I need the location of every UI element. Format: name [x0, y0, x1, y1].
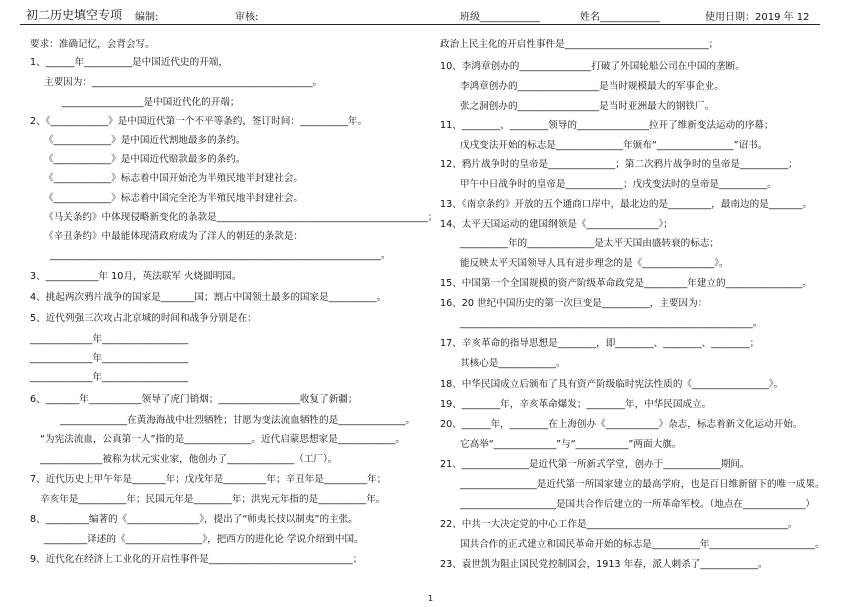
question-line: 2、《____________》是中国近代第一个不平等条约，签订时间：__________年。: [30, 116, 368, 127]
question-line: 14、太平天国运动的建国纲领是《_______________》；: [440, 219, 673, 230]
question-line: 张之洞创办的_________________是当时亚洲最大的钢铁厂。: [460, 101, 715, 112]
question-line: 政治上民主化的开启性事件是______________________________；: [440, 39, 719, 50]
question-line: _________________是中国近代化的开端；: [62, 97, 240, 108]
question-line: 4、挑起两次鸦片战争的国家是_______国；割占中国领土最多的国家是__________。: [30, 292, 387, 303]
question-line: 13、《南京条约》开放的五个通商口岸中，最北边的是_________，最南边的是_______。: [440, 199, 812, 210]
question-line: 5、近代列强三次攻占北京城的时间和战争分别是在：: [30, 313, 257, 324]
question-line: 甲午中日战争时的皇帝是____________；戊戌变法时的皇帝是__________。: [460, 179, 777, 190]
question-line: 17、辛亥革命的指导思想是________，即________、________、________；: [440, 338, 760, 349]
question-line: 辛亥年是__________年；民国元年是________年；洪宪元年指的是__________年。: [40, 494, 386, 505]
question-line: _____________________________________________________________________。: [50, 250, 391, 261]
question-line: 戊戌变法开始的标志是______________年颁布“________________”诏书。: [460, 140, 768, 151]
question-line: _____________________________________________________________。: [460, 318, 763, 329]
question-line: 李鸿章创办的_________________是当时规模最大的军事企业。: [460, 81, 724, 92]
question-line: 22、中共一大决定党的中心工作是__________________________________________。: [440, 519, 798, 530]
question-line: 12、鸦片战争时的皇帝是______________；第二次鸦片战争时的皇帝是__________；: [440, 159, 798, 170]
question-line: 7、近代历史上甲午年是_______年；戊戌年是_________年；辛丑年是_________年；: [30, 474, 387, 485]
worksheet-header: [20, 0, 820, 25]
date-label: 使用日期：2019 年 12: [705, 12, 810, 23]
worksheet-title: 初二历史填空专项: [26, 8, 123, 22]
question-line: 19、________年，辛亥革命爆发；________年，中华民国成立。: [440, 399, 712, 410]
name-field: 姓名____________: [580, 12, 660, 23]
question-line: 20、______年，________在上海创办《___________》杂志，标志着新文化运动开始。: [440, 419, 803, 430]
question-line: _____________年__________________: [30, 372, 189, 383]
question-line: 《马关条约》中体现侵略新变化的条款是____________________________________________；: [44, 212, 438, 223]
question-line: 23、袁世凯为阻止国民党控制国会，1913 年春，派人刺杀了____________。: [440, 559, 768, 570]
reviewer-label: 审核:: [235, 12, 259, 23]
question-line: 能反映太平天国领导人具有进步理念的是《_______________》。: [460, 258, 729, 269]
question-line: _________译述的《________________》，把西方的进化论 学说介绍到中国。: [44, 534, 364, 545]
question-line: 《____________》标志着中国开始沦为半殖民地半封建社会。: [44, 173, 304, 184]
question-line: 《____________》标志着中国完全沦为半殖民地半封建社会。: [44, 193, 304, 204]
question-line: 《辛丑条约》中最能体现清政府成为了洋人的朝廷的条款是：: [44, 231, 304, 242]
question-line: 1、______年__________是中国近代史的开端，: [30, 57, 228, 68]
question-line: 15、中国第一个全国规模的资产阶级革命政党是_________年建立的________________。: [440, 278, 812, 289]
question-line: _____________年__________________: [30, 334, 189, 345]
question-line: 8、_________编著的《_______________》，提出了“师夷长技以制夷”的主张。: [30, 514, 358, 525]
question-line: _____________年__________________: [30, 353, 189, 364]
editor-label: 编制:: [135, 12, 159, 23]
question-line: ________________是近代第一所国家建立的最高学府，也是百日维新留下的唯一成果。: [460, 479, 825, 490]
question-line: 9、近代化在经济上工业化的开启性事件是______________________________；: [30, 554, 363, 565]
question-line: 要求：准确记忆，会背会写。: [30, 39, 155, 50]
question-line: ____________________是国共合作后建立的一所革命军校。（地点在_____________）: [460, 499, 815, 510]
question-line: 21、______________是近代第一所新式学堂，创办于____________期间。: [440, 459, 750, 470]
question-line: ______________在黄海海战中壮烈牺牲；甘愿为变法流血牺牲的是______________。: [60, 415, 415, 426]
question-line: 3、___________年 10月，英法联军 火烧圆明园。: [30, 271, 242, 282]
question-line: __________年的______________是太平天国由盛转衰的标志；: [460, 238, 720, 249]
class-field: 班级____________: [460, 12, 540, 23]
question-line: 11、________、________领导的_______________拉开了维新变法运动的序幕；: [440, 120, 774, 131]
question-line: _____________被称为状元实业家，他创办了______________（工厂）。: [40, 454, 338, 465]
question-line: 6、_______年___________领导了虎门销烟；_________________收复了新疆；: [30, 394, 358, 405]
question-line: 主要因为：______________________________________________。: [44, 77, 323, 88]
question-line: 16、20 世纪中国历史的第一次巨变是__________，主要因为：: [440, 298, 708, 309]
question-line: 《____________》是中国近代割地最多的条约。: [44, 135, 246, 146]
question-line: 18、中华民国成立后颁布了具有资产阶级临时宪法性质的《________________》。: [440, 379, 784, 390]
question-line: 其核心是____________。: [460, 358, 566, 369]
page-number: 1: [428, 594, 434, 603]
question-line: 10、李鸿章创办的_______________打破了外国轮船公司在中国的垄断。: [440, 61, 745, 72]
question-line: 《____________》是中国近代赔款最多的条约。: [44, 154, 246, 165]
question-line: “为宪法流血，公真第一人”指的是______________。近代启蒙思想家是____________。: [40, 434, 405, 445]
question-line: 国共合作的正式建立和国民革命开始的标志是__________年______________________。: [460, 539, 825, 550]
question-line: 它高举“_____________”与“___________”两面大旗。: [460, 439, 682, 450]
